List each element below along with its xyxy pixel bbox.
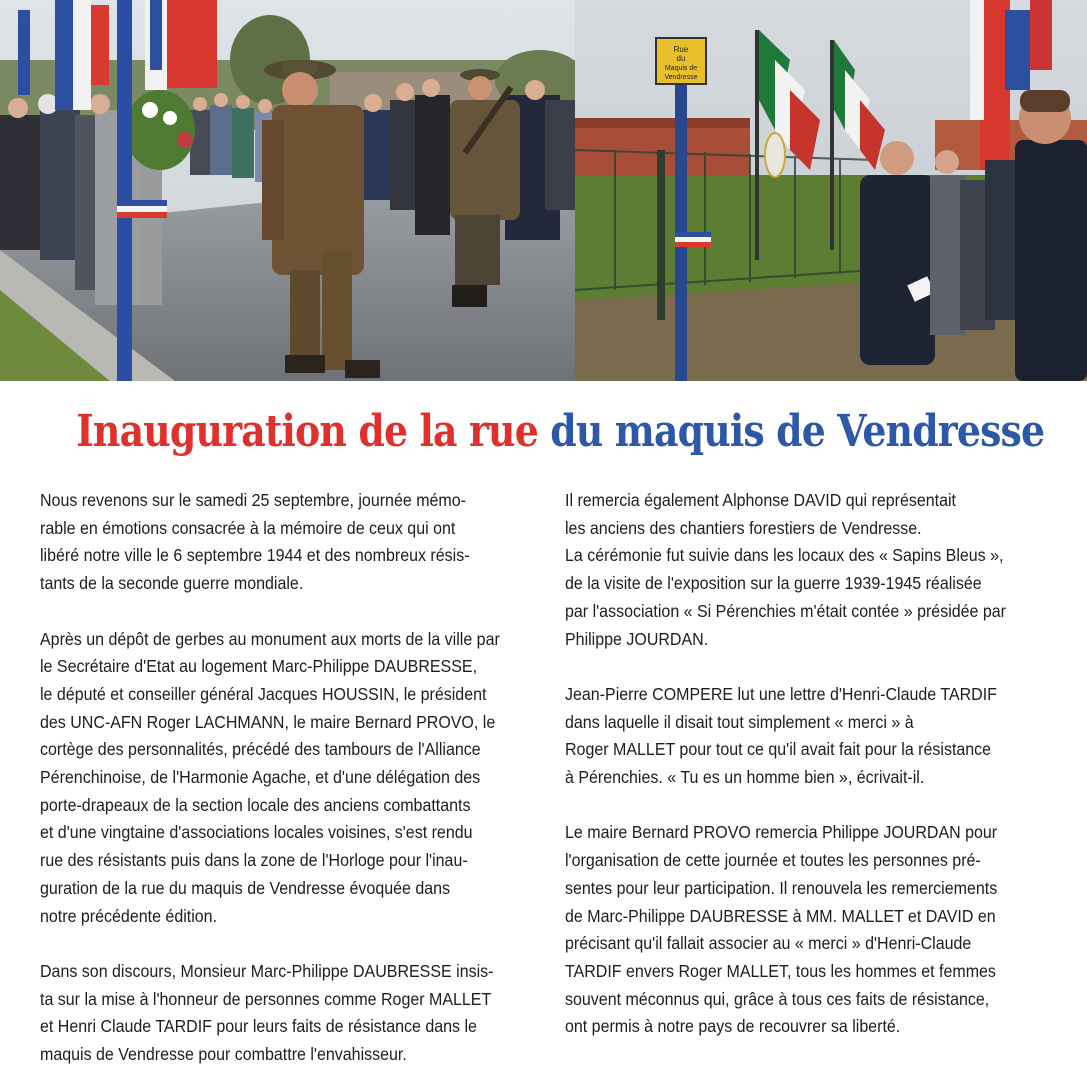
text-line: des UNC-AFN Roger LACHMANN, le maire Bernard PROVO, le bbox=[40, 711, 496, 732]
text-line: et d'une vingtaine d'associations locales voisines, s'est rendu bbox=[40, 822, 473, 843]
text-line: souvent méconnus qui, grâce à tous ces faits de résistance, bbox=[565, 988, 990, 1009]
text-line: Pérenchinoise, de l'Harmonie Agache, et d'une délégation des bbox=[40, 767, 481, 788]
text-line: et Henri Claude TARDIF pour leurs faits de résistance dans le bbox=[40, 1016, 477, 1037]
photo-strip bbox=[0, 0, 1087, 381]
paragraph bbox=[40, 958, 528, 1069]
street-sign-dignitaries-photo bbox=[575, 0, 1087, 381]
text-line: l'organisation de cette journée et toutes les personnes pré- bbox=[565, 850, 981, 871]
text-line: ta sur la mise à l'honneur de personnes comme Roger MALLET bbox=[40, 988, 492, 1009]
text-line: à Pérenchies. « Tu es un homme bien », écrivait-il. bbox=[565, 767, 925, 788]
sign-line-2: du bbox=[676, 54, 686, 63]
ceremony-soldiers-photo bbox=[0, 0, 575, 381]
text-line: guration de la rue du maquis de Vendresse évoquée dans bbox=[40, 877, 451, 898]
text-line: notre précédente édition. bbox=[40, 905, 218, 926]
text-line: ont permis à notre pays de recouvrer sa liberté. bbox=[565, 1016, 901, 1037]
text-line: Roger MALLET pour tout ce qu'il avait fait pour la résistance bbox=[565, 739, 992, 760]
right-column bbox=[565, 487, 1054, 1069]
text-line: rue des résistants puis dans la zone de l'Horloge pour l'inau- bbox=[40, 850, 468, 871]
sign-line-1: Rue bbox=[673, 45, 689, 54]
text-line: précisant qu'il fallait associer au « merci » d'Henri-Claude bbox=[565, 933, 972, 954]
text-line: rable en émotions consacrée à la mémoire de ceux qui ont bbox=[40, 517, 456, 538]
text-line: Jean-Pierre COMPERE lut une lettre d'Henri-Claude TARDIF bbox=[565, 683, 997, 704]
text-line: les anciens des chantiers forestiers de Vendresse. bbox=[565, 517, 922, 538]
sign-line-4: Vendresse bbox=[664, 74, 698, 81]
title-part-blue: du maquis de Vendresse bbox=[550, 406, 1045, 457]
text-line: de la visite de l'exposition sur la guerre 1939-1945 réalisée bbox=[565, 573, 982, 594]
title-part-red: Inauguration de la rue bbox=[76, 406, 538, 457]
paragraph bbox=[565, 681, 1054, 792]
text-line: Après un dépôt de gerbes au monument aux morts de la ville par bbox=[40, 628, 500, 649]
text-line: La cérémonie fut suivie dans les locaux des « Sapins Bleus », bbox=[565, 545, 1004, 566]
text-line: tants de la seconde guerre mondiale. bbox=[40, 573, 304, 594]
text-line: de Marc-Philippe DAUBRESSE à MM. MALLET et DAVID en bbox=[565, 905, 996, 926]
text-line: par l'association « Si Pérenchies m'était contée » présidée par bbox=[565, 600, 1007, 621]
paragraph bbox=[40, 487, 528, 598]
paragraph bbox=[565, 819, 1054, 1041]
text-line: le député et conseiller général Jacques HOUSSIN, le président bbox=[40, 683, 487, 704]
article-title bbox=[76, 406, 1045, 457]
text-line: sentes pour leur participation. Il renouvela les remerciements bbox=[565, 877, 998, 898]
text-line: Nous revenons sur le samedi 25 septembre, journée mémo- bbox=[40, 490, 466, 510]
text-line: le Secrétaire d'Etat au logement Marc-Philippe DAUBRESSE, bbox=[40, 656, 478, 677]
text-line: Le maire Bernard PROVO remercia Philippe JOURDAN pour bbox=[565, 822, 998, 843]
text-line: Philippe JOURDAN. bbox=[565, 628, 709, 649]
left-column bbox=[40, 487, 528, 1080]
text-line: TARDIF envers Roger MALLET, tous les hommes et femmes bbox=[565, 960, 996, 981]
text-line: dans laquelle il disait tout simplement « merci » à bbox=[565, 711, 914, 732]
text-line: porte-drapeaux de la section locale des anciens combattants bbox=[40, 794, 471, 815]
text-line: cortège des personnalités, précédé des tambours de l'Alliance bbox=[40, 739, 481, 760]
text-line: libéré notre ville le 6 septembre 1944 et des nombreux résis- bbox=[40, 545, 470, 566]
text-line: maquis de Vendresse pour combattre l'envahisseur. bbox=[40, 1044, 407, 1065]
paragraph bbox=[40, 626, 528, 931]
text-line: Dans son discours, Monsieur Marc-Philippe DAUBRESSE insis- bbox=[40, 960, 494, 981]
sign-line-3: Maquis de bbox=[664, 65, 698, 72]
paragraph bbox=[565, 487, 1054, 653]
text-line: Il remercia également Alphonse DAVID qui représentait bbox=[565, 490, 956, 510]
